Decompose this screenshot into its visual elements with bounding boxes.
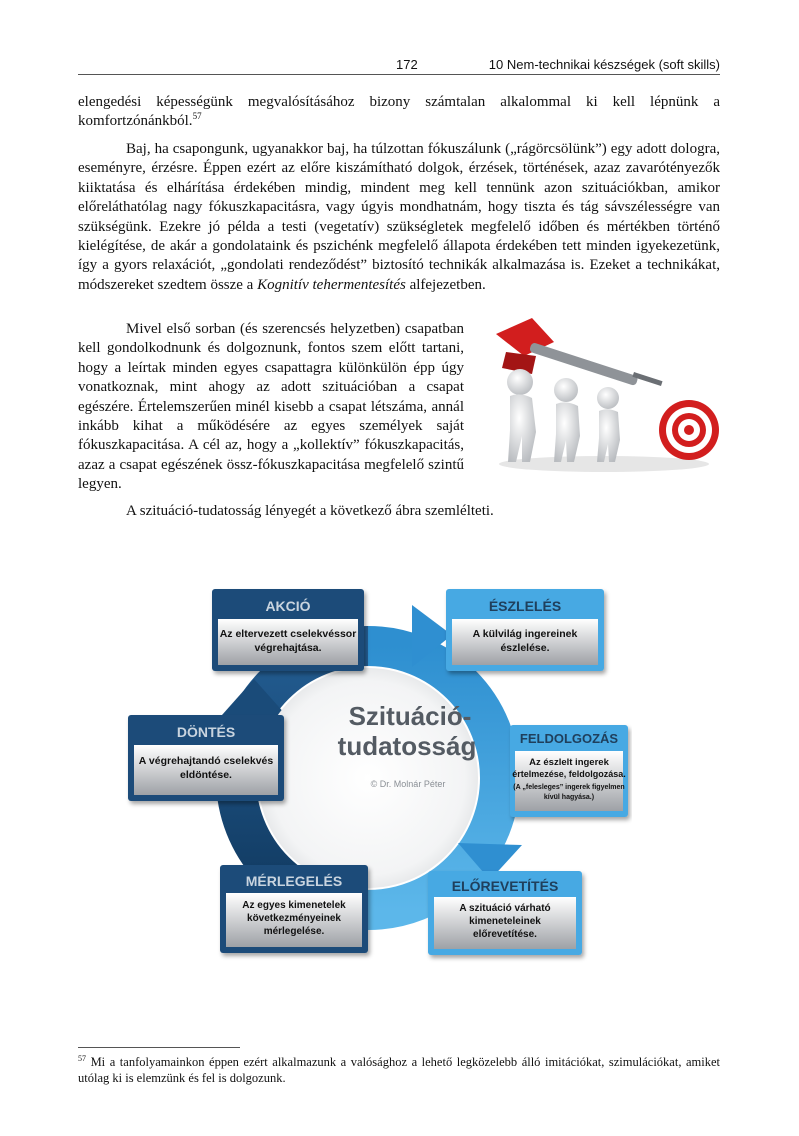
step-dontes-desc-1: A végrehajtandó cselekvés: [138, 755, 274, 767]
step-feldolgozas-note-1: (A „felesleges” ingerek figyelmen: [513, 784, 625, 791]
team-target-illustration: [484, 312, 722, 482]
step-eszleles: [446, 589, 604, 671]
center-title-line1: Szituáció-: [348, 701, 472, 731]
paragraph-3: Mivel első sorban (és szerencsés helyzetben) csapatban kell gondolkodnunk és dolgoznunk, fontos szem előtt tartani, hogy a leírtak minden egyes csapattagra különkülön épp úgy vonatkoznak, mint ahogy az adott szituációban a csapat egészére. Értelemszerűen minél kisebb a csapat létszáma, annál inkább kihat a működésére az egyes személyek saját fókuszkapacitása. A cél az, hogy a „kollektív” fókuszkapacitás, azaz a csapat egészének össz-fókuszkapacitása megfelelő szintű legyen.: [78, 321, 464, 493]
step-feldolgozas: [510, 725, 628, 817]
step-elorevetites-desc-1: A szituáció várható: [459, 903, 551, 914]
paragraph-2: [78, 140, 720, 295]
step-feldolgozas-desc-1: Az észlelt ingerek: [529, 757, 609, 768]
step-akcio-desc-2: végrehajtása.: [254, 642, 322, 654]
footnote-text: Mi a tanfolyamainkon éppen ezért alkalmazunk a valósághoz a lehető legközelebb álló imitációkat, szimulációkat, amiket utólag ki is elemzünk és fel is dolgozunk.: [78, 1055, 721, 1085]
step-merlegeles-desc-1: Az egyes kimenetelek: [242, 900, 346, 911]
center-title-line2: tudatosság: [337, 731, 477, 761]
step-merlegeles-title: MÉRLEGELÉS: [245, 873, 343, 889]
step-dontes: [128, 715, 284, 801]
paragraph-1: [78, 93, 720, 132]
step-merlegeles-desc-2: következményeinek: [247, 913, 341, 924]
step-elorevetites-desc-3: előrevetítése.: [473, 929, 537, 940]
center-credit: © Dr. Molnár Péter: [370, 779, 446, 789]
paragraph-1-text: elengedési képességünk megvalósításához bizony számtalan alkalommal ki kell lépnünk a komfortzónánkból.: [78, 94, 720, 130]
step-eszleles-desc-1: A külvilág ingereinek: [472, 628, 578, 640]
paragraph-2-text: Baj, ha csapongunk, ugyanakkor baj, ha túlzottan fókuszálunk („rágörcsölünk”) egy adott dologra, eseményre, érzésre. Éppen ezért az előre kiszámítható dolgok, érzések, történések, azaz zavarótényezők kiiktatása és elhárítása érdekében mindig, mindent meg kell tennünk azon szituációkban, amikor előreláthatólag nagy fókuszkapacitásra, vagy úgyis mondhatnám, hogy tiszta és tág sávszélességre van szükségünk. Ezekre jó példa a testi (vegetatív) szükségletek megfelelő időben és mértékben történő kielégítése, de akár a gondolataink és pszichénk megfelelő állapota érdekében tett minden igyekezetünk, így a gyors relaxációt, „gondolati rendeződést” biztosító technikák alkalmazása is. Ezeket a technikákat, módszereket szedtem össze a: [78, 141, 720, 293]
step-feldolgozas-title: FELDOLGOZÁS: [519, 731, 619, 746]
step-akcio-desc-1: Az eltervezett cselekvéssor: [219, 628, 357, 640]
step-merlegeles: [220, 865, 368, 953]
step-eszleles-desc-2: észlelése.: [500, 642, 550, 654]
step-feldolgozas-desc-2: értelmezése, feldolgozása.: [512, 769, 626, 779]
step-elorevetites-title: ELŐREVETÍTÉS: [451, 878, 559, 894]
step-eszleles-title: ÉSZLELÉS: [488, 598, 562, 614]
paragraph-2-italic: Kognitív tehermentesítés: [257, 276, 406, 293]
page-header: [78, 55, 720, 73]
step-elorevetites-desc-2: kimeneteleinek: [469, 916, 541, 927]
footnote-ref-57[interactable]: 57: [192, 111, 202, 122]
step-dontes-title: DÖNTÉS: [176, 724, 236, 740]
footnote-number: 57: [78, 1054, 86, 1063]
step-merlegeles-desc-3: mérlegelése.: [263, 926, 325, 937]
step-feldolgozas-note-2: kívül hagyása.): [543, 794, 595, 801]
step-dontes-desc-2: eldöntése.: [180, 769, 232, 781]
footnote-rule: [78, 1047, 240, 1048]
step-akcio-title: AKCIÓ: [265, 598, 311, 614]
header-rule: [78, 74, 720, 75]
chapter-title: 10 Nem-technikai készségek (soft skills): [488, 57, 720, 72]
paragraph-4: A szituáció-tudatosság lényegét a következő ábra szemlélteti.: [126, 503, 494, 519]
footnote-57: [78, 1054, 720, 1086]
page-number: 172: [396, 57, 418, 72]
situation-awareness-diagram: [112, 575, 632, 975]
step-akcio: [212, 589, 364, 671]
paragraph-2-end: alfejezetben.: [409, 276, 486, 293]
step-elorevetites: [428, 871, 582, 955]
